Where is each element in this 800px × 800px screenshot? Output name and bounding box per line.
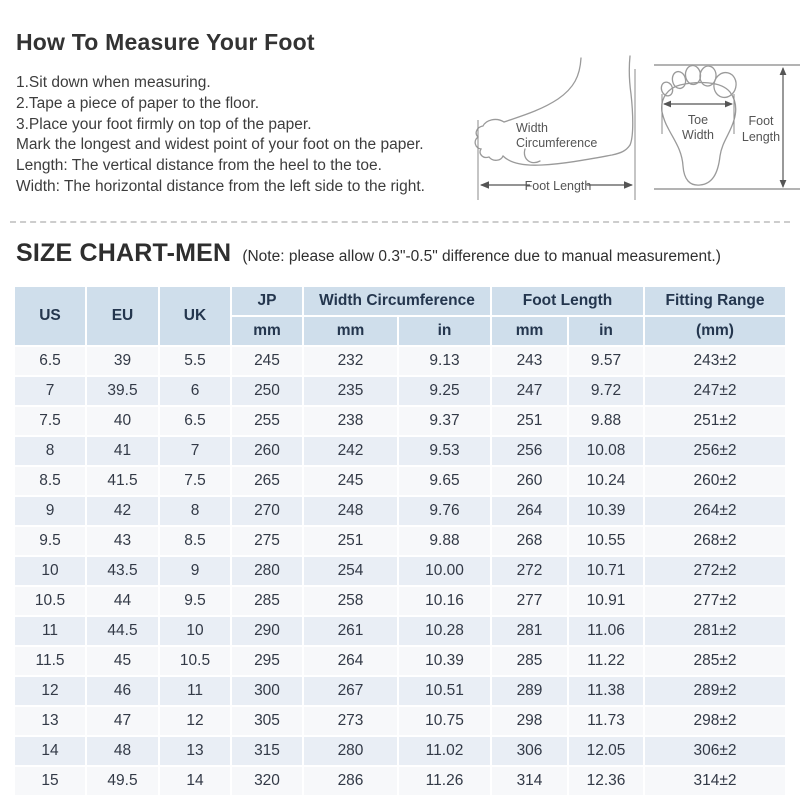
arrowhead-up-icon xyxy=(780,67,787,75)
table-cell: 6.5 xyxy=(15,347,85,375)
table-cell: 280 xyxy=(232,557,302,585)
table-cell: 12 xyxy=(160,707,230,735)
instruction-line: Mark the longest and widest point of your foot on the paper. xyxy=(16,136,424,154)
table-cell: 256±2 xyxy=(645,437,785,465)
table-cell: 44.5 xyxy=(87,617,158,645)
table-cell: 290 xyxy=(232,617,302,645)
table-cell: 247 xyxy=(492,377,567,405)
table-cell: 245 xyxy=(232,347,302,375)
table-cell: 9.72 xyxy=(569,377,643,405)
table-cell: 268±2 xyxy=(645,527,785,555)
table-cell: 306±2 xyxy=(645,737,785,765)
measure-section xyxy=(0,0,800,206)
table-cell: 251±2 xyxy=(645,407,785,435)
table-row xyxy=(15,557,785,585)
table-cell: 42 xyxy=(87,497,158,525)
table-cell: 5.5 xyxy=(160,347,230,375)
table-cell: 8.5 xyxy=(160,527,230,555)
table-cell: 9.25 xyxy=(399,377,490,405)
table-cell: 13 xyxy=(160,737,230,765)
foot-length-label: Foot xyxy=(748,114,774,128)
table-cell: 260±2 xyxy=(645,467,785,495)
table-cell: 9.37 xyxy=(399,407,490,435)
table-cell: 10 xyxy=(15,557,85,585)
table-cell: 11 xyxy=(15,617,85,645)
table-cell: 10.5 xyxy=(15,587,85,615)
table-cell: 11.02 xyxy=(399,737,490,765)
footprint-diagram xyxy=(650,54,800,206)
table-cell: 12.05 xyxy=(569,737,643,765)
table-cell: 9.65 xyxy=(399,467,490,495)
table-cell: 281 xyxy=(492,617,567,645)
table-cell: 11.26 xyxy=(399,767,490,795)
width-circumference-label: Circumference xyxy=(516,136,598,150)
table-cell: 43.5 xyxy=(87,557,158,585)
table-cell: 238 xyxy=(304,407,397,435)
table-cell: 267 xyxy=(304,677,397,705)
table-cell: 8.5 xyxy=(15,467,85,495)
col-header-fitting-range: Fitting Range xyxy=(645,287,785,315)
table-cell: 49.5 xyxy=(87,767,158,795)
table-cell: 315 xyxy=(232,737,302,765)
table-row xyxy=(15,467,785,495)
table-cell: 7.5 xyxy=(160,467,230,495)
table-cell: 10.71 xyxy=(569,557,643,585)
table-row xyxy=(15,407,785,435)
table-cell: 314±2 xyxy=(645,767,785,795)
table-cell: 10.28 xyxy=(399,617,490,645)
measure-diagrams xyxy=(468,54,800,206)
page-title: How To Measure Your Foot xyxy=(16,29,315,55)
arrowhead-right-icon xyxy=(624,181,633,189)
table-cell: 306 xyxy=(492,737,567,765)
table-cell: 251 xyxy=(492,407,567,435)
table-cell: 10.39 xyxy=(399,647,490,675)
instruction-line: Length: The vertical distance from the heel to the toe. xyxy=(16,157,382,175)
table-cell: 9 xyxy=(15,497,85,525)
table-cell: 265 xyxy=(232,467,302,495)
foot-length-label: Foot Length xyxy=(524,179,592,193)
table-cell: 10.51 xyxy=(399,677,490,705)
table-row xyxy=(15,677,785,705)
col-subheader-jp-mm: mm xyxy=(232,317,302,345)
table-cell: 9.53 xyxy=(399,437,490,465)
width-circumference-label: Width xyxy=(516,121,548,135)
table-cell: 12 xyxy=(15,677,85,705)
table-cell: 273 xyxy=(304,707,397,735)
table-cell: 260 xyxy=(492,467,567,495)
table-cell: 305 xyxy=(232,707,302,735)
table-cell: 286 xyxy=(304,767,397,795)
table-cell: 9.13 xyxy=(399,347,490,375)
table-cell: 15 xyxy=(15,767,85,795)
table-cell: 9.5 xyxy=(160,587,230,615)
table-cell: 256 xyxy=(492,437,567,465)
table-cell: 9.88 xyxy=(399,527,490,555)
instruction-line: 2.Tape a piece of paper to the floor. xyxy=(16,94,260,112)
table-cell: 6 xyxy=(160,377,230,405)
table-cell: 41.5 xyxy=(87,467,158,495)
table-cell: 295 xyxy=(232,647,302,675)
table-cell: 10.39 xyxy=(569,497,643,525)
col-header-eu: EU xyxy=(87,287,158,345)
table-cell: 314 xyxy=(492,767,567,795)
table-cell: 275 xyxy=(232,527,302,555)
table-cell: 10.91 xyxy=(569,587,643,615)
table-row xyxy=(15,707,785,735)
table-row xyxy=(15,497,785,525)
table-cell: 261 xyxy=(304,617,397,645)
table-cell: 7 xyxy=(160,437,230,465)
col-header-width-circumference: Width Circumference xyxy=(304,287,490,315)
table-cell: 13 xyxy=(15,707,85,735)
table-cell: 245 xyxy=(304,467,397,495)
table-cell: 10.00 xyxy=(399,557,490,585)
col-header-jp: JP xyxy=(232,287,302,315)
table-cell: 264 xyxy=(304,647,397,675)
table-cell: 247±2 xyxy=(645,377,785,405)
size-chart-title: SIZE CHART-MEN xyxy=(16,239,232,267)
arrowhead-left-icon xyxy=(663,101,671,108)
foot-length-label: Length xyxy=(741,130,781,144)
table-cell: 45 xyxy=(87,647,158,675)
table-cell: 285±2 xyxy=(645,647,785,675)
table-cell: 10 xyxy=(160,617,230,645)
table-cell: 8 xyxy=(160,497,230,525)
table-cell: 47 xyxy=(87,707,158,735)
table-cell: 260 xyxy=(232,437,302,465)
table-row xyxy=(15,767,785,795)
table-cell: 255 xyxy=(232,407,302,435)
table-row xyxy=(15,377,785,405)
table-cell: 41 xyxy=(87,437,158,465)
table-cell: 48 xyxy=(87,737,158,765)
table-row xyxy=(15,527,785,555)
table-row xyxy=(15,437,785,465)
col-subheader-fl-in: in xyxy=(569,317,643,345)
table-row xyxy=(15,737,785,765)
table-cell: 270 xyxy=(232,497,302,525)
table-cell: 285 xyxy=(492,647,567,675)
table-cell: 10.5 xyxy=(160,647,230,675)
table-cell: 254 xyxy=(304,557,397,585)
table-row xyxy=(15,347,785,375)
table-cell: 251 xyxy=(304,527,397,555)
table-cell: 298 xyxy=(492,707,567,735)
table-cell: 44 xyxy=(87,587,158,615)
table-cell: 280 xyxy=(304,737,397,765)
table-cell: 6.5 xyxy=(160,407,230,435)
table-cell: 40 xyxy=(87,407,158,435)
table-cell: 10.55 xyxy=(569,527,643,555)
table-cell: 320 xyxy=(232,767,302,795)
table-cell: 7.5 xyxy=(15,407,85,435)
table-cell: 11.73 xyxy=(569,707,643,735)
table-cell: 250 xyxy=(232,377,302,405)
table-cell: 281±2 xyxy=(645,617,785,645)
table-cell: 235 xyxy=(304,377,397,405)
table-cell: 39 xyxy=(87,347,158,375)
table-cell: 9.5 xyxy=(15,527,85,555)
size-table-head xyxy=(15,287,785,345)
table-cell: 10.16 xyxy=(399,587,490,615)
col-header-foot-length: Foot Length xyxy=(492,287,643,315)
toe-width-label: Width xyxy=(682,128,714,142)
table-cell: 12.36 xyxy=(569,767,643,795)
table-row xyxy=(15,617,785,645)
arrowhead-left-icon xyxy=(480,181,489,189)
table-cell: 298±2 xyxy=(645,707,785,735)
table-row xyxy=(15,647,785,675)
table-cell: 285 xyxy=(232,587,302,615)
foot-side-view-diagram xyxy=(468,54,650,206)
table-cell: 10.24 xyxy=(569,467,643,495)
table-cell: 7 xyxy=(15,377,85,405)
table-cell: 243 xyxy=(492,347,567,375)
table-cell: 10.75 xyxy=(399,707,490,735)
table-cell: 242 xyxy=(304,437,397,465)
table-cell: 9 xyxy=(160,557,230,585)
size-chart-header xyxy=(0,239,800,268)
col-header-uk: UK xyxy=(160,287,230,345)
table-cell: 11.38 xyxy=(569,677,643,705)
table-cell: 11.22 xyxy=(569,647,643,675)
table-cell: 268 xyxy=(492,527,567,555)
table-cell: 272±2 xyxy=(645,557,785,585)
table-cell: 43 xyxy=(87,527,158,555)
toe-width-label: Toe xyxy=(687,113,709,127)
table-cell: 11.5 xyxy=(15,647,85,675)
table-cell: 243±2 xyxy=(645,347,785,375)
col-subheader-wc-mm: mm xyxy=(304,317,397,345)
table-cell: 232 xyxy=(304,347,397,375)
instruction-line: 1.Sit down when measuring. xyxy=(16,74,211,91)
instruction-line: 3.Place your foot firmly on top of the paper. xyxy=(16,115,312,133)
table-cell: 277 xyxy=(492,587,567,615)
table-cell: 264 xyxy=(492,497,567,525)
instruction-line: Width: The horizontal distance from the left side to the right. xyxy=(16,177,425,195)
table-cell: 258 xyxy=(304,587,397,615)
table-cell: 11 xyxy=(160,677,230,705)
col-subheader-fr-mm: (mm) xyxy=(645,317,785,345)
table-cell: 300 xyxy=(232,677,302,705)
table-cell: 14 xyxy=(15,737,85,765)
table-cell: 9.76 xyxy=(399,497,490,525)
size-chart-note: (Note: please allow 0.3"-0.5" difference due to manual measurement.) xyxy=(242,248,721,265)
size-table-body xyxy=(15,347,785,795)
table-cell: 289±2 xyxy=(645,677,785,705)
table-cell: 289 xyxy=(492,677,567,705)
table-cell: 46 xyxy=(87,677,158,705)
instructions-list xyxy=(16,73,468,198)
table-cell: 14 xyxy=(160,767,230,795)
measure-text-column xyxy=(16,16,468,206)
table-cell: 9.88 xyxy=(569,407,643,435)
col-subheader-wc-in: in xyxy=(399,317,490,345)
arrowhead-down-icon xyxy=(780,180,787,188)
size-chart-table xyxy=(13,285,787,797)
arrowhead-right-icon xyxy=(725,101,733,108)
dashed-divider xyxy=(10,221,790,223)
table-cell: 264±2 xyxy=(645,497,785,525)
table-cell: 10.08 xyxy=(569,437,643,465)
table-cell: 272 xyxy=(492,557,567,585)
table-cell: 9.57 xyxy=(569,347,643,375)
table-cell: 248 xyxy=(304,497,397,525)
table-cell: 8 xyxy=(15,437,85,465)
col-subheader-fl-mm: mm xyxy=(492,317,567,345)
col-header-us: US xyxy=(15,287,85,345)
table-row xyxy=(15,587,785,615)
table-cell: 277±2 xyxy=(645,587,785,615)
table-cell: 39.5 xyxy=(87,377,158,405)
table-cell: 11.06 xyxy=(569,617,643,645)
